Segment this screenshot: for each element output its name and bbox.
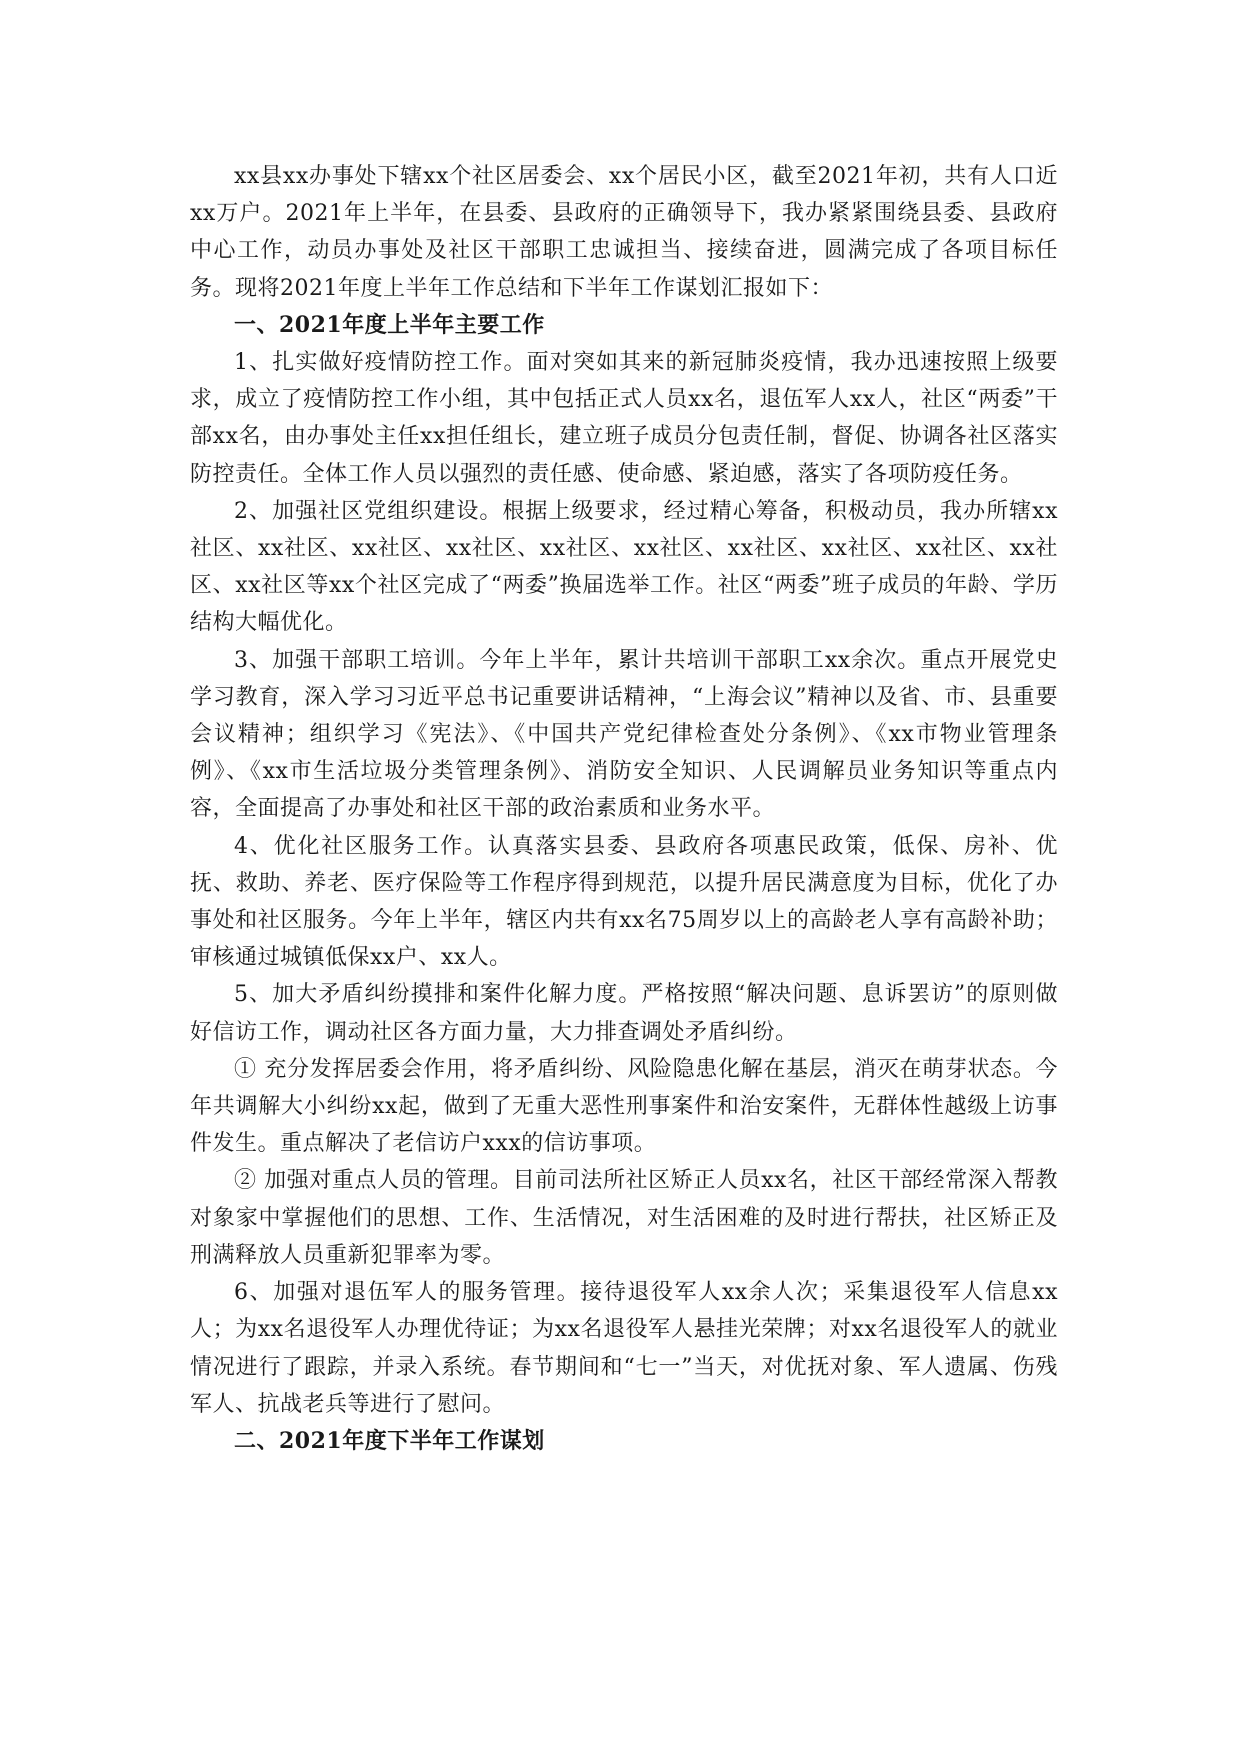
item-party-building: 2、加强社区党组织建设。根据上级要求，经过精心筹备，积极动员，我办所辖xx社区、xx社区、xx社区、xx社区、xx社区、xx社区、xx社区、xx社区、xx社区、xx社区、xx社区等xx个社区完成了“两委”换届选举工作。社区“两委”班子成员的年龄、学历结构大幅优化。: [190, 498, 1058, 636]
section-heading-first-half: 一、2021年度上半年主要工作: [234, 311, 545, 338]
intro-paragraph: xx县xx办事处下辖xx个社区居委会、xx个居民小区，截至2021年初，共有人口近xx万户。2021年上半年，在县委、县政府的正确领导下，我办紧紧围绕县委、县政府中心工作，动员办事处及社区干部职工忠诚担当、接续奋进，圆满完成了各项目标任务。现将2021年度上半年工作总结和下半年工作谋划汇报如下：: [190, 164, 1058, 301]
item-veterans-service: 6、加强对退伍军人的服务管理。接待退役军人xx余人次；采集退役军人信息xx人；为xx名退役军人办理优待证；为xx名退役军人悬挂光荣牌；对xx名退役军人的就业情况进行了跟踪，并录入系统。春节期间和“七一”当天，对优抚对象、军人遗属、伤残军人、抗战老兵等进行了慰问。: [190, 1280, 1058, 1417]
item-staff-training: 3、加强干部职工培训。今年上半年，累计共培训干部职工xx余次。重点开展党史学习教育，深入学习习近平总书记重要讲话精神，“上海会议”精神以及省、市、县重要会议精神；组织学习《宪法》、《中国共产党纪律检查处分条例》、《xx市物业管理条例》、《xx市生活垃圾分类管理条例》、消防安全知识、人民调解员业务知识等重点内容，全面提高了办事处和社区干部的政治素质和业务水平。: [190, 647, 1058, 822]
document-page: [190, 158, 1058, 1460]
item-dispute-resolution: 5、加大矛盾纠纷摸排和案件化解力度。严格按照“解决问题、息诉罢访”的原则做好信访工作，调动社区各方面力量，大力排查调处矛盾纠纷。: [190, 982, 1058, 1045]
section-heading-second-half: 二、2021年度下半年工作谋划: [234, 1427, 545, 1454]
subitem-residents-committee: ① 充分发挥居委会作用，将矛盾纠纷、风险隐患化解在基层，消灭在萌芽状态。今年共调解大小纠纷xx起，做到了无重大恶性刑事案件和治安案件，无群体性越级上访事件发生。重点解决了老信访户xxx的信访事项。: [190, 1056, 1058, 1157]
subitem-key-personnel: ② 加强对重点人员的管理。目前司法所社区矫正人员xx名，社区干部经常深入帮教对象家中掌握他们的思想、工作、生活情况，对生活困难的及时进行帮扶，社区矫正及刑满释放人员重新犯罪率为零。: [190, 1168, 1058, 1268]
item-epidemic-control: 1、扎实做好疫情防控工作。面对突如其来的新冠肺炎疫情，我办迅速按照上级要求，成立了疫情防控工作小组，其中包括正式人员xx名，退伍军人xx人，社区“两委”干部xx名，由办事处主任xx担任组长，建立班子成员分包责任制，督促、协调各社区落实防控责任。全体工作人员以强烈的责任感、使命感、紧迫感，落实了各项防疫任务。: [190, 350, 1058, 487]
item-community-service: 4、优化社区服务工作。认真落实县委、县政府各项惠民政策，低保、房补、优抚、救助、养老、医疗保险等工作程序得到规范，以提升居民满意度为目标，优化了办事处和社区服务。今年上半年，辖区内共有xx名75周岁以上的高龄老人享有高龄补助；审核通过城镇低保xx户、xx人。: [190, 833, 1058, 971]
